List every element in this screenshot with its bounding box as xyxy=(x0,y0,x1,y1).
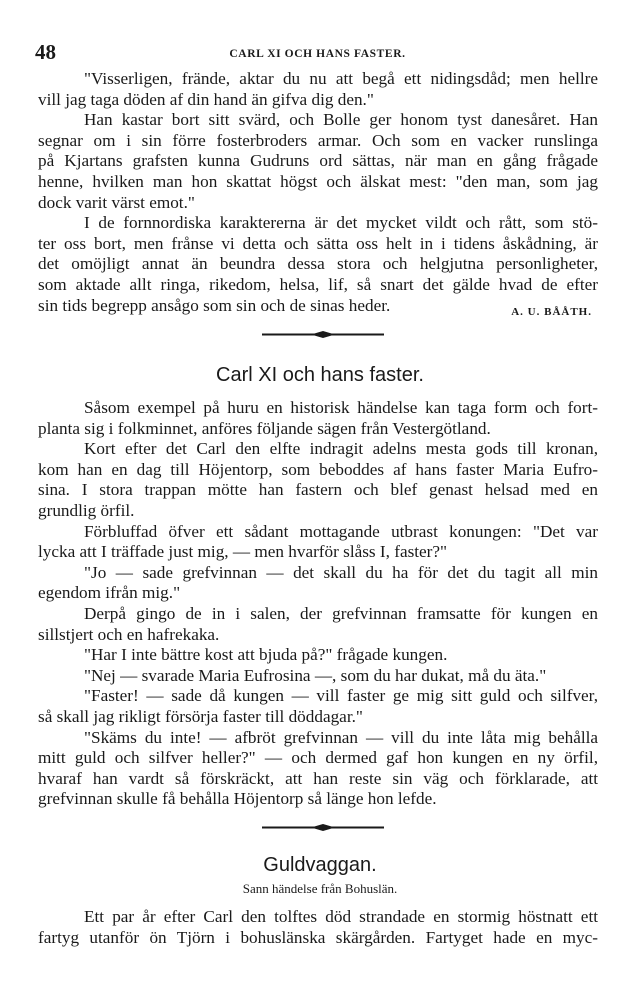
text-line: Kort efter det Carl den elfte indragit adelns mesta gods till kronan, xyxy=(84,439,598,459)
section-title: Carl XI och hans faster. xyxy=(216,364,424,386)
text-line: Derpå gingo de in i salen, der grefvinnan framsatte för kungen en xyxy=(84,603,598,623)
page-number: 48 xyxy=(35,40,56,64)
text-line: segnar om i sin förre fosterbroders armar. Och som en vacker runslinga xyxy=(38,130,598,150)
text-line: grefvinnan skulle få behålla Höjentorp så länge hon lefde. xyxy=(38,789,437,809)
text-line: som aktade allt ringa, rikedom, helsa, lif, så snart det gälde hvad de efter xyxy=(38,274,598,294)
text-line: det omöjligt annat än beundra dessa stora och helgjutna personligheter, xyxy=(38,254,598,274)
text-line: "Har I inte bättre kost att bjuda på?" frågade kungen. xyxy=(84,645,448,665)
text-line: "Nej — svarade Maria Eufrosina —, som du har dukat, må du äta." xyxy=(84,665,547,685)
text-line: Förbluffad öfver ett sådant mottagande utbrast konungen: "Det var xyxy=(84,521,598,541)
text-line: mitt guld och silfver heller?" — och dermed gaf hon kungen en ny örfil, xyxy=(38,748,598,768)
section-subtitle: Sann händelse från Bohuslän. xyxy=(242,881,398,896)
text-line: sin tids begrepp ansågo som sin och de sinas heder. xyxy=(38,295,391,315)
text-line: så skall jag rikligt försörja faster till döddagar." xyxy=(38,706,363,726)
text-line: planta sig i folkminnet, anföres följande sägen från Vestergötland. xyxy=(38,418,491,438)
text-line: Såsom exempel på huru en historisk händelse kan taga form och fort- xyxy=(84,398,598,417)
section-title: Guldvaggan. xyxy=(263,854,377,876)
text-line: henne, hvilken man hon skattat högst och älskat mest: "den man, som jag xyxy=(38,171,598,191)
author-signature: A. U. BÅÅTH. xyxy=(511,306,592,318)
text-line: fartyg utanför ön Tjörn i bohuslänska skärgården. Fartyget hade en myc- xyxy=(38,927,598,947)
running-title: CARL XI OCH HANS FASTER. xyxy=(229,48,406,60)
section-2-text xyxy=(38,398,598,810)
text-line: dock varit värst emot." xyxy=(38,192,195,212)
text-line: "Visserligen, frände, aktar du nu att begå ett nidingsdåd; men hellre xyxy=(84,69,598,88)
text-line: Ett par år efter Carl den tolftes död strandade en stormig höstnatt ett xyxy=(84,907,598,926)
text-line: I de fornnordiska karaktererna är det mycket vildt och rått, som stö- xyxy=(84,213,598,233)
text-line: kom han en dag till Höjentorp, som beboddes af hans faster Maria Eufro- xyxy=(38,459,598,479)
section-1-text xyxy=(38,69,598,316)
text-line: sina. I stora trappan mötte han fastern och blef genast helsad med en xyxy=(38,480,598,500)
text-line: grundlig örfil. xyxy=(38,500,135,520)
page-header xyxy=(35,40,600,66)
text-line: "Faster! — sade då kungen — vill faster ge mig sitt guld och silfver, xyxy=(84,686,598,706)
section-divider xyxy=(262,823,384,832)
text-line: ter oss bort, men frånse vi detta och sätta oss helt in i tidens åskådning, är xyxy=(38,233,598,253)
section-divider xyxy=(262,330,384,339)
text-line: lycka att I träffade just mig, — men hvarför slåss I, faster?" xyxy=(38,542,448,562)
text-line: egendom ifrån mig." xyxy=(38,583,181,603)
text-line: sillstjert och en hafrekaka. xyxy=(38,624,220,644)
text-line: på Kjartans grafsten kunna Gudruns ord sättas, när man en gång frågade xyxy=(38,151,598,171)
text-line: Han kastar bort sitt svärd, och Bolle ger honom tyst danesåret. Han xyxy=(84,110,598,130)
text-line: vill jag taga döden af din hand än gifva dig den." xyxy=(38,89,374,109)
text-line: hvaraf han vardt så förskräckt, att han reste sin väg och förklarade, att xyxy=(38,768,598,788)
text-line: "Jo — sade grefvinnan — det skall du ha för det du tagit all min xyxy=(84,562,598,582)
text-line: "Skäms du inte! — afbröt grefvinnan — vill du inte låta mig behålla xyxy=(84,727,598,747)
section-3-text xyxy=(38,907,598,948)
